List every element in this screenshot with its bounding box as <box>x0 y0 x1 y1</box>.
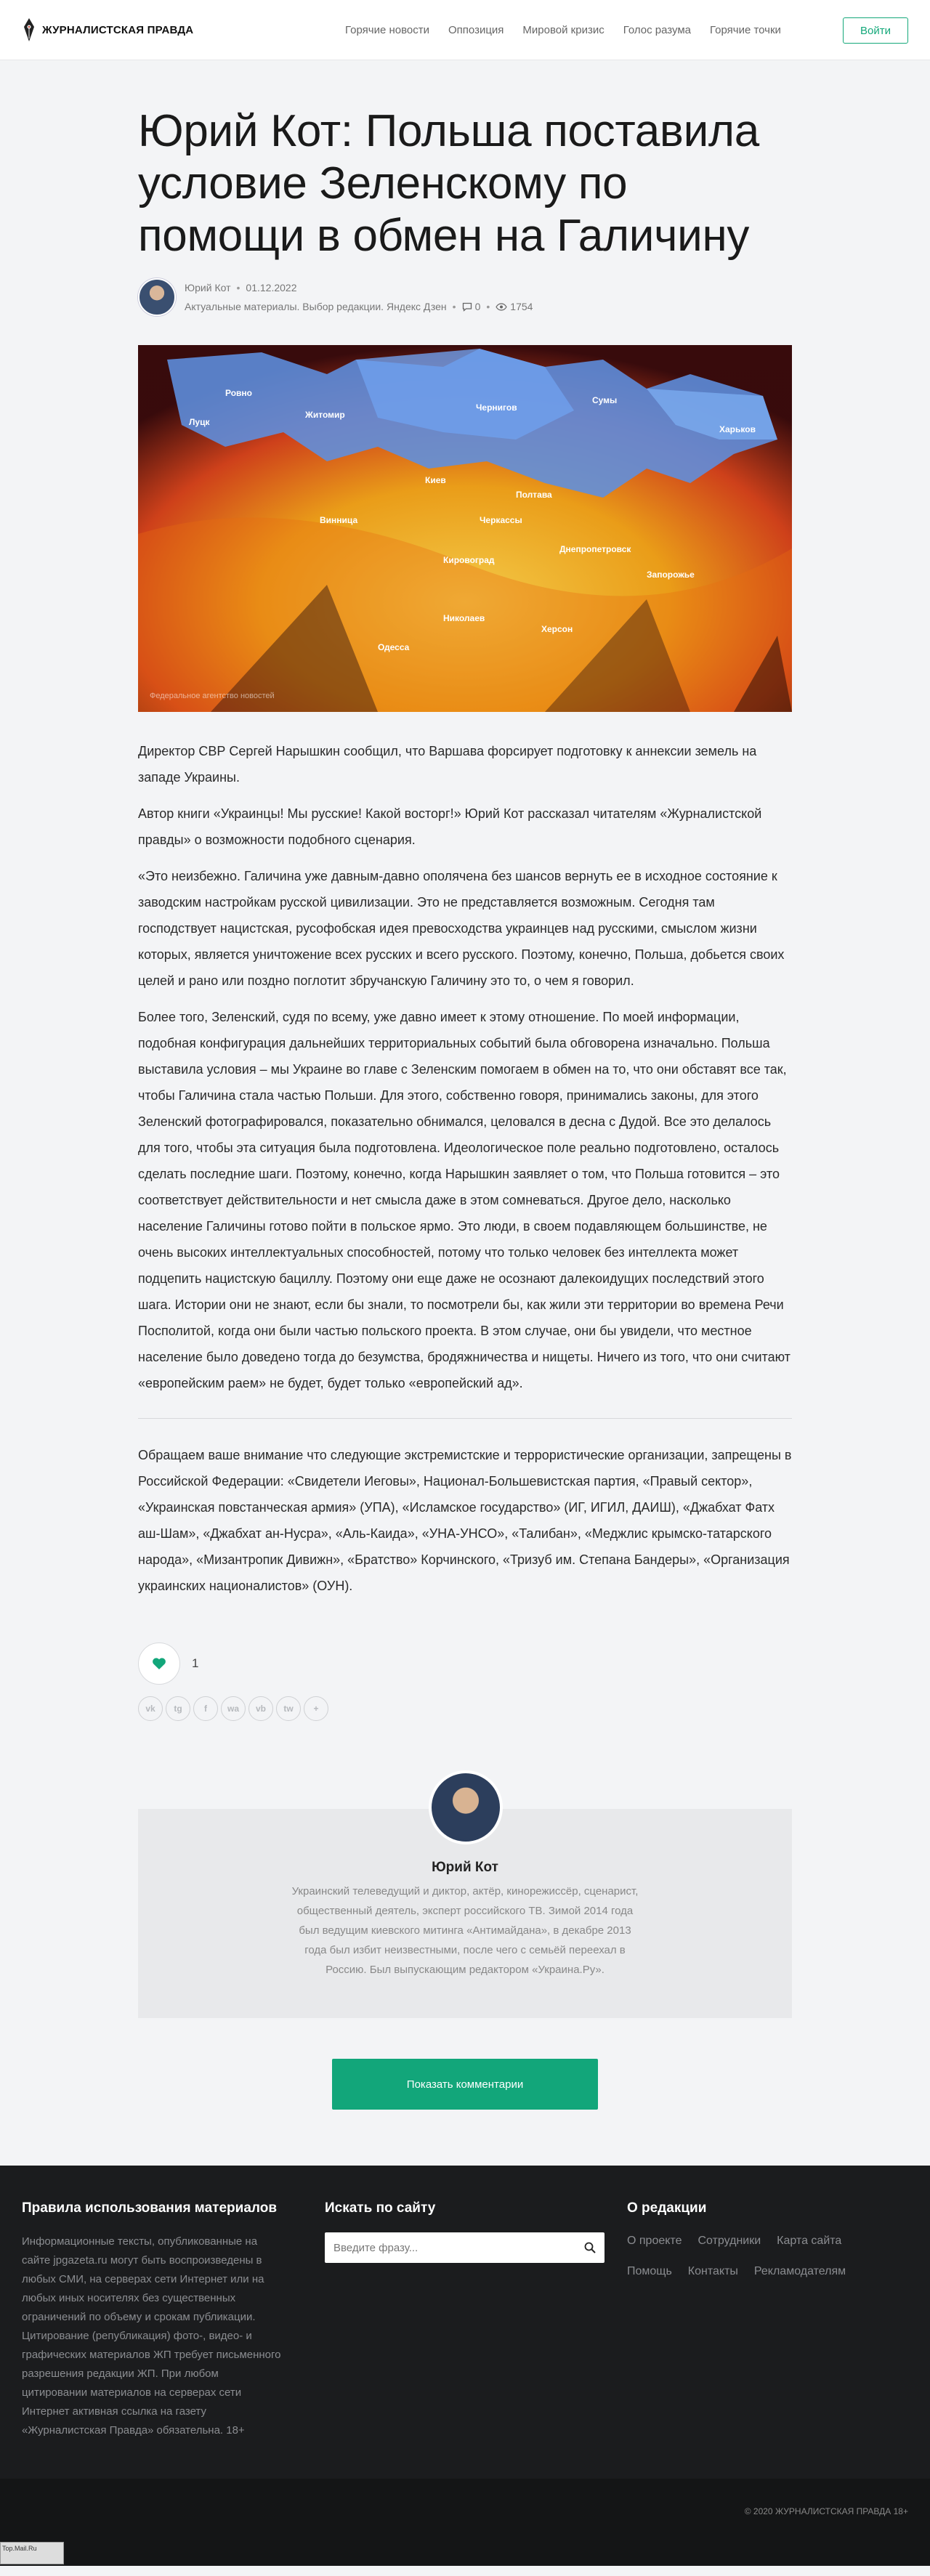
footer-about-title: О редакции <box>627 2200 707 2216</box>
image-caption: Федеральное агентство новостей <box>150 692 275 700</box>
facebook-share-icon[interactable]: f <box>193 1696 218 1721</box>
separator-dot: • <box>452 301 456 312</box>
twitter-share-icon[interactable]: tw <box>276 1696 301 1721</box>
author-card-name[interactable]: Юрий Кот <box>432 1860 498 1875</box>
footer-search-title: Искать по сайту <box>325 2200 436 2216</box>
article-categories[interactable]: Актуальные материалы. Выбор редакции. Яндекс Дзен <box>185 301 447 312</box>
paragraph: Директор СВР Сергей Нарышкин сообщил, что Варшава форсирует подготовку к аннексии земель на западе Украины. <box>138 744 757 785</box>
map-label: Винница <box>320 515 358 525</box>
comments-count: 0 <box>474 301 481 312</box>
footer-bottom-bar <box>0 2479 930 2566</box>
site-logo[interactable] <box>22 17 193 43</box>
footer-search <box>325 2200 604 2263</box>
footer-link-sitemap[interactable]: Карта сайта <box>777 2235 842 2247</box>
map-label: Сумы <box>592 395 618 405</box>
logo-text: ЖУРНАЛИСТСКАЯ ПРАВДА <box>42 23 194 36</box>
article <box>138 105 792 2110</box>
like-count: 1 <box>192 1656 199 1670</box>
paragraph: «Это неизбежно. Галичина уже давным-давно ополячена без шансов вернуть ее в исходное состояние к заводским настройкам русской цивилизации. Это не представляется возможным. Сегодня там господствует нацистская, русофобская идея превосходства украинцев над русскими, смыслом жизни которых, является уничтожение всех русских и всего русского. Поэтому, конечно, Польша, добьется своих целей и рано или поздно поглотит збручанскую Галичину это то, о чем я говорил. <box>138 869 785 988</box>
comment-icon <box>462 302 472 312</box>
like-button[interactable] <box>138 1643 180 1685</box>
map-label: Запорожье <box>647 570 695 580</box>
footer-link-about[interactable]: О проекте <box>627 2235 682 2247</box>
map-label: Николаев <box>443 613 485 623</box>
telegram-share-icon[interactable]: tg <box>166 1696 190 1721</box>
footer-link-advertisers[interactable]: Рекламодателям <box>753 2265 846 2277</box>
search-icon[interactable] <box>584 2242 596 2253</box>
more-share-icon[interactable]: + <box>304 1696 328 1721</box>
copyright: © 2020 ЖУРНАЛИСТСКАЯ ПРАВДА 18+ <box>744 2506 908 2516</box>
map-label: Житомир <box>305 410 345 420</box>
map-label: Киев <box>425 475 446 485</box>
map-label: Чернигов <box>476 402 517 413</box>
main-nav <box>345 0 800 60</box>
share-buttons <box>138 1696 792 1721</box>
publish-date: 01.12.2022 <box>246 282 297 293</box>
map-label: Харьков <box>719 424 756 434</box>
login-button[interactable]: Войти <box>843 17 908 44</box>
views-count: 1754 <box>510 301 533 312</box>
footer-link-contacts[interactable]: Контакты <box>687 2265 738 2277</box>
paragraph: Автор книги «Украинцы! Мы русские! Какой восторг!» Юрий Кот рассказал читателям «Журналистской правды» о возможности подобного сценария. <box>138 806 762 847</box>
nav-opposition[interactable]: Оппозиция <box>448 24 504 36</box>
map-label: Днепропетровск <box>559 544 631 554</box>
separator-dot: • <box>486 301 490 312</box>
footer-about <box>627 2200 918 2280</box>
nav-world-crisis[interactable]: Мировой кризис <box>522 24 604 36</box>
map-label: Кировоград <box>443 555 495 565</box>
nav-hot-news[interactable]: Горячие новости <box>345 24 429 36</box>
analytics-counter-badge[interactable]: Top.Mail.Ru <box>0 2542 64 2564</box>
site-header <box>0 0 930 60</box>
footer-rules-title: Правила использования материалов <box>22 2200 278 2216</box>
heart-icon <box>152 1657 166 1670</box>
footer-search-box <box>325 2232 604 2263</box>
banned-organizations-notice: Обращаем ваше внимание что следующие экстремистские и террористические организации, запрещены в Российской Федерации: «Свидетели Иеговы», Национал-Большевистская партия, «Правый сектор», «Украинская повстанческая армия» (УПА), «Исламское государство» (ИГ, ИГИЛ, ДАИШ), «Джабхат Фатх аш-Шам», «Джабхат ан-Нусра», «Аль-Каида», «УНА-УНСО», «Талибан», «Меджлис крымско-татарского народа», «Мизантропик Дивижн», «Братство» Корчинского, «Тризуб им. Степана Бандеры», «Организация украинских националистов» (ОУН). <box>138 1448 792 1593</box>
article-meta <box>138 278 792 316</box>
author-card-avatar[interactable] <box>429 1770 503 1844</box>
map-label: Луцк <box>189 417 210 427</box>
footer-link-staff[interactable]: Сотрудники <box>698 2235 761 2247</box>
show-comments-button[interactable]: Показать комментарии <box>332 2059 598 2110</box>
divider <box>138 1418 792 1419</box>
viber-share-icon[interactable]: vb <box>248 1696 273 1721</box>
map-label: Херсон <box>541 624 573 634</box>
author-card-bio: Украинский телеведущий и диктор, актёр, кинорежиссёр, сценарист, общественный деятель, эксперт российского ТВ. Зимой 2014 года был ведущим киевского митинга «Антимайдана», в декабре 2013 года был избит неизвестными, после чего с семьёй переехал в Россию. Был выпускающим редактором «Украина.Ру». <box>291 1885 639 1976</box>
paragraph: Более того, Зеленский, судя по всему, уже давно имеет к этому отношение. По моей информации, подобная конфигурация дальнейших территориальных событий была обговорена изначально. Польша выставила условия – мы Украине во главе с Зеленским помогаем в обмен на то, что они обставят все так, чтобы Галичина стала частью Польши. Для этого, собственно говоря, принимались законы, для этого Зеленский фотографировался, показательно обнимался, целовался в десна с Дудой. Все это делалось для того, чтобы эта ситуация была подготовлена. Идеологическое поле реально подготовлено, осталось сделать последние шаги. Поэтому, конечно, когда Нарышкин заявляет о том, что Польша готовится – это соответствует действительности и нет смысла даже в этом сомневаться. Другое дело, насколько население Галичины готово пойти в польское ярмо. Это люди, в своем подавляющем большинстве, не очень высоких интеллектуальных способностей, потому что только человек без интеллекта может подцепить нацистскую бациллу. Поэтому они еще даже не осознают далекоидущих последствий этого шага. Истории они не знают, если бы знали, то посмотрели бы, как жили эти территории во времена Речи Посполитой, когда они были частью польского проекта. В этом случае, они бы увидели, что местное население было доведено тогда до безумства, бродяжничества и нищеты. Ничего из того, что они считают «европейским раем» не будет, будет только «европейский ад». <box>138 1010 790 1390</box>
separator-dot: • <box>236 282 240 293</box>
vk-share-icon[interactable]: vk <box>138 1696 163 1721</box>
search-input[interactable] <box>333 2242 584 2254</box>
footer-rules <box>22 2200 283 2440</box>
ukraine-map-illustration <box>138 345 792 712</box>
hero-image <box>138 345 792 712</box>
author-link[interactable]: Юрий Кот <box>185 282 231 293</box>
site-footer <box>0 2166 930 2479</box>
nav-voice-of-reason[interactable]: Голос разума <box>623 24 691 36</box>
map-label: Одесса <box>378 642 410 652</box>
footer-rules-text: Информационные тексты, опубликованные на сайте jpgazeta.ru могут быть воспроизведены в любых СМИ, на серверах сети Интернет или на любых иных носителях без существенных ограничений по объему и срокам публикации. Цитирование (републикация) фото-, видео- и графических материалов ЖП требует письменного разрешения редакции ЖП. При любом цитировании материалов на серверах сети Интернет активная ссылка на газету «Журналистская Правда» обязательна. 18+ <box>22 2235 281 2437</box>
map-label: Черкассы <box>480 515 522 525</box>
nav-hot-spots[interactable]: Горячие точки <box>710 24 781 36</box>
author-card <box>138 1809 792 2018</box>
eye-icon <box>496 303 507 311</box>
whatsapp-share-icon[interactable]: wa <box>221 1696 246 1721</box>
map-label: Ровно <box>225 388 252 398</box>
article-title: Юрий Кот: Польша поставила условие Зеленскому по помощи в обмен на Галичину <box>138 106 759 261</box>
footer-link-help[interactable]: Помощь <box>627 2265 672 2277</box>
article-body <box>138 738 792 1396</box>
likes-block <box>138 1643 792 1685</box>
map-label: Полтава <box>516 490 552 500</box>
pen-nib-icon <box>22 17 36 43</box>
author-avatar[interactable] <box>138 278 176 316</box>
